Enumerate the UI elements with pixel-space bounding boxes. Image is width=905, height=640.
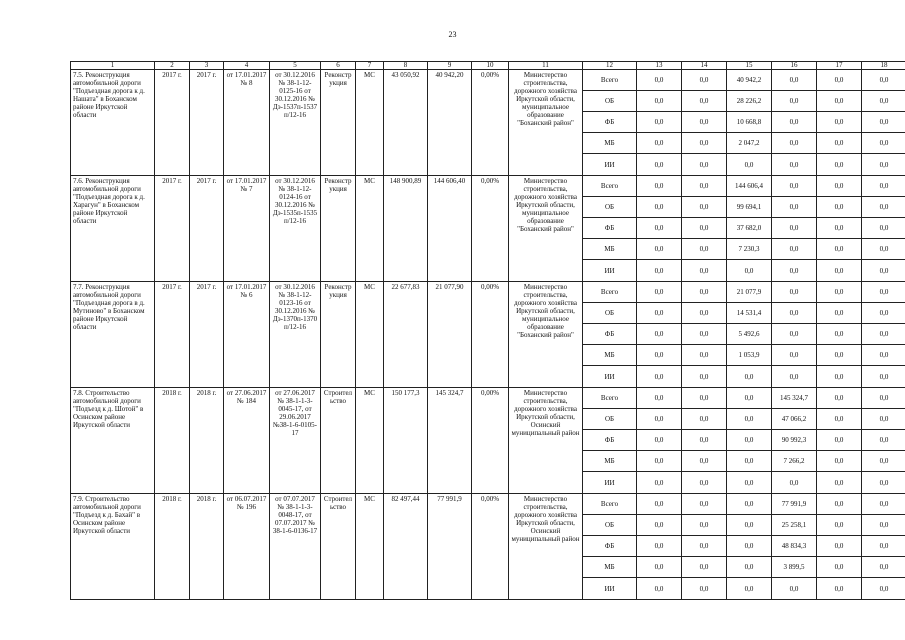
funding-value: 0,0 <box>727 578 772 600</box>
column-number: 6 <box>321 62 356 70</box>
funding-source: Всего <box>583 176 637 197</box>
funding-value: 0,0 <box>772 112 817 133</box>
funding-value: 0,0 <box>817 472 862 494</box>
funding-value: 0,0 <box>682 430 727 451</box>
funding-value: 0,0 <box>682 176 727 197</box>
funding-source: ФБ <box>583 112 637 133</box>
page-number: 23 <box>448 30 457 39</box>
estimated-cost: 148 900,89 <box>384 176 428 282</box>
funding-value: 144 606,4 <box>727 176 772 197</box>
funding-value: 0,0 <box>862 578 905 600</box>
column-number: 4 <box>224 62 270 70</box>
funding-value: 0,0 <box>817 430 862 451</box>
executor: Министерство строительства, дорожного хозяйства Иркутской области, Осинский муниципальный район <box>509 388 583 494</box>
funding-value: 0,0 <box>637 324 682 345</box>
table-row <box>71 388 905 409</box>
executor: Министерство строительства, дорожного хозяйства Иркутской области, муниципальное образование "Боханский район" <box>509 70 583 176</box>
agreement-info: от 17.01.2017 № 6 <box>224 282 270 388</box>
column-number: 11 <box>509 62 583 70</box>
funding-value: 0,0 <box>727 451 772 472</box>
funding-value: 14 531,4 <box>727 303 772 324</box>
work-type: Реконструкция <box>321 70 356 176</box>
funding-source: ФБ <box>583 218 637 239</box>
funding-source: ОБ <box>583 303 637 324</box>
funding-value: 0,0 <box>637 451 682 472</box>
funding-value: 0,0 <box>682 388 727 409</box>
funding-value: 77 991,9 <box>772 494 817 515</box>
funding-value: 0,0 <box>817 578 862 600</box>
year-end: 2018 г. <box>190 388 224 494</box>
year-start: 2017 г. <box>155 70 190 176</box>
year-start: 2018 г. <box>155 388 190 494</box>
funding-value: 0,0 <box>862 197 905 218</box>
funding-value: 0,0 <box>637 303 682 324</box>
funding-source: ФБ <box>583 536 637 557</box>
funding-value: 0,0 <box>772 176 817 197</box>
readiness-percent: 0,00% <box>472 282 509 388</box>
funding-value: 0,0 <box>772 91 817 112</box>
column-number: 5 <box>270 62 321 70</box>
funding-value: 0,0 <box>862 70 905 91</box>
column-number: 18 <box>862 62 905 70</box>
column-number: 10 <box>472 62 509 70</box>
funding-value: 0,0 <box>772 70 817 91</box>
column-number-row <box>71 62 905 70</box>
table-row <box>71 176 905 197</box>
funding-value: 0,0 <box>682 472 727 494</box>
year-end: 2018 г. <box>190 494 224 600</box>
funding-value: 0,0 <box>727 557 772 578</box>
column-number: 9 <box>428 62 472 70</box>
funding-value: 0,0 <box>637 239 682 260</box>
funding-value: 0,0 <box>817 324 862 345</box>
funding-value: 99 694,1 <box>727 197 772 218</box>
column-number: 8 <box>384 62 428 70</box>
estimated-cost: 150 177,3 <box>384 388 428 494</box>
funding-value: 21 077,9 <box>727 282 772 303</box>
funding-value: 0,0 <box>682 557 727 578</box>
funding-value: 0,0 <box>637 366 682 388</box>
level-code: МС <box>356 70 384 176</box>
funding-value: 0,0 <box>682 324 727 345</box>
funding-value: 0,0 <box>817 345 862 366</box>
funding-value: 0,0 <box>637 536 682 557</box>
funding-value: 0,0 <box>637 70 682 91</box>
funding-value: 0,0 <box>727 366 772 388</box>
funding-value: 0,0 <box>817 70 862 91</box>
funding-value: 0,0 <box>682 70 727 91</box>
funding-value: 0,0 <box>772 472 817 494</box>
funding-value: 0,0 <box>817 176 862 197</box>
funding-value: 0,0 <box>817 91 862 112</box>
expertise-info: от 30.12.2016 № 38-1-12-0123-16 от 30.12.2016 № Дэ-1370п-1370п/12-16 <box>270 282 321 388</box>
funding-value: 0,0 <box>682 239 727 260</box>
funding-value: 0,0 <box>817 536 862 557</box>
level-code: МС <box>356 494 384 600</box>
funding-value: 0,0 <box>772 366 817 388</box>
funding-value: 0,0 <box>682 494 727 515</box>
funding-value: 0,0 <box>682 260 727 282</box>
column-number: 1 <box>71 62 155 70</box>
funding-value: 0,0 <box>682 154 727 176</box>
executor: Министерство строительства, дорожного хозяйства Иркутской области, муниципальное образование "Боханский район" <box>509 282 583 388</box>
funding-value: 0,0 <box>862 409 905 430</box>
funding-value: 0,0 <box>862 345 905 366</box>
funding-value: 0,0 <box>862 303 905 324</box>
funding-value: 0,0 <box>862 430 905 451</box>
funding-value: 0,0 <box>637 218 682 239</box>
funding-source: МБ <box>583 557 637 578</box>
funding-value: 0,0 <box>637 91 682 112</box>
column-number: 14 <box>682 62 727 70</box>
funding-value: 0,0 <box>637 197 682 218</box>
funding-value: 40 942,2 <box>727 70 772 91</box>
funding-value: 0,0 <box>817 218 862 239</box>
funding-value: 0,0 <box>817 409 862 430</box>
funding-value: 0,0 <box>817 388 862 409</box>
funding-value: 0,0 <box>682 112 727 133</box>
funding-value: 0,0 <box>862 218 905 239</box>
funding-value: 0,0 <box>862 494 905 515</box>
funding-value: 0,0 <box>772 239 817 260</box>
funding-value: 0,0 <box>817 366 862 388</box>
funding-source: ФБ <box>583 324 637 345</box>
funding-value: 0,0 <box>817 112 862 133</box>
funding-value: 3 899,5 <box>772 557 817 578</box>
agreement-info: от 17.01.2017 № 8 <box>224 70 270 176</box>
funding-value: 0,0 <box>862 472 905 494</box>
funding-source: ОБ <box>583 409 637 430</box>
funding-value: 0,0 <box>727 154 772 176</box>
funding-value: 0,0 <box>637 409 682 430</box>
funding-source: ИИ <box>583 366 637 388</box>
funding-value: 0,0 <box>862 366 905 388</box>
funding-value: 0,0 <box>817 133 862 154</box>
expertise-info: от 27.06.2017 № 38-1-1-3-0045-17, от 29.06.2017 №38-1-6-0105-17 <box>270 388 321 494</box>
table-row <box>71 70 905 91</box>
funding-value: 0,0 <box>727 409 772 430</box>
funding-value: 7 230,3 <box>727 239 772 260</box>
project-name: 7.5. Реконструкция автомобильной дороги "Подъездная дорога к д. Нашата" в Боханском районе Иркутской области <box>71 70 155 176</box>
funding-source: ОБ <box>583 197 637 218</box>
funding-value: 0,0 <box>727 494 772 515</box>
funding-value: 0,0 <box>862 324 905 345</box>
column-number: 16 <box>772 62 817 70</box>
agreement-info: от 06.07.2017 № 196 <box>224 494 270 600</box>
readiness-percent: 0,00% <box>472 388 509 494</box>
funding-value: 0,0 <box>772 260 817 282</box>
funding-value: 0,0 <box>637 430 682 451</box>
funding-value: 0,0 <box>682 366 727 388</box>
funding-value: 7 266,2 <box>772 451 817 472</box>
funding-source: ОБ <box>583 91 637 112</box>
funding-source: Всего <box>583 70 637 91</box>
funding-value: 0,0 <box>817 303 862 324</box>
current-cost: 40 942,20 <box>428 70 472 176</box>
current-cost: 144 606,40 <box>428 176 472 282</box>
funding-value: 0,0 <box>682 515 727 536</box>
work-type: Реконструкция <box>321 282 356 388</box>
funding-value: 0,0 <box>772 324 817 345</box>
funding-value: 0,0 <box>682 578 727 600</box>
current-cost: 77 991,9 <box>428 494 472 600</box>
column-number: 13 <box>637 62 682 70</box>
funding-value: 0,0 <box>772 133 817 154</box>
funding-value: 0,0 <box>817 260 862 282</box>
funding-source: МБ <box>583 239 637 260</box>
year-start: 2017 г. <box>155 282 190 388</box>
table-row <box>71 494 905 515</box>
work-type: Реконструкция <box>321 176 356 282</box>
year-start: 2018 г. <box>155 494 190 600</box>
funding-value: 0,0 <box>637 494 682 515</box>
funding-value: 0,0 <box>682 345 727 366</box>
funding-value: 37 682,0 <box>727 218 772 239</box>
funding-source: МБ <box>583 345 637 366</box>
funding-value: 0,0 <box>862 176 905 197</box>
funding-value: 0,0 <box>862 133 905 154</box>
funding-value: 0,0 <box>772 282 817 303</box>
funding-value: 0,0 <box>637 515 682 536</box>
agreement-info: от 27.06.2017 № 184 <box>224 388 270 494</box>
funding-value: 0,0 <box>817 494 862 515</box>
funding-source: МБ <box>583 451 637 472</box>
funding-value: 48 834,3 <box>772 536 817 557</box>
work-type: Строительство <box>321 494 356 600</box>
funding-value: 0,0 <box>637 154 682 176</box>
column-number: 7 <box>356 62 384 70</box>
project-name: 7.8. Строительство автомобильной дороги "Подъезд к д. Шотой" в Осинском районе Иркутской области <box>71 388 155 494</box>
funding-value: 1 053,9 <box>727 345 772 366</box>
funding-source: ФБ <box>583 430 637 451</box>
funding-value: 0,0 <box>637 578 682 600</box>
current-cost: 145 324,7 <box>428 388 472 494</box>
funding-value: 0,0 <box>682 303 727 324</box>
funding-value: 0,0 <box>817 282 862 303</box>
funding-value: 0,0 <box>727 430 772 451</box>
funding-value: 25 258,1 <box>772 515 817 536</box>
funding-value: 0,0 <box>862 536 905 557</box>
current-cost: 21 077,90 <box>428 282 472 388</box>
expertise-info: от 07.07.2017 № 38-1-1-3-0048-17, от 07.07.2017 № 38-1-6-0136-17 <box>270 494 321 600</box>
year-end: 2017 г. <box>190 176 224 282</box>
funding-value: 0,0 <box>817 451 862 472</box>
funding-value: 0,0 <box>862 91 905 112</box>
funding-source: Всего <box>583 494 637 515</box>
estimated-cost: 82 497,44 <box>384 494 428 600</box>
funding-value: 0,0 <box>817 557 862 578</box>
expertise-info: от 30.12.2016 № 38-1-12-0124-16 от 30.12.2016 № Дэ-1535п-1535п/12-16 <box>270 176 321 282</box>
funding-value: 0,0 <box>862 239 905 260</box>
table-row <box>71 282 905 303</box>
funding-source: МБ <box>583 133 637 154</box>
estimated-cost: 22 677,83 <box>384 282 428 388</box>
funding-value: 0,0 <box>727 388 772 409</box>
agreement-info: от 17.01.2017 № 7 <box>224 176 270 282</box>
funding-value: 0,0 <box>727 260 772 282</box>
project-name: 7.7. Реконструкция автомобильной дороги "Подъездная дорога в д. Мутиново" в Боханском районе Иркутской области <box>71 282 155 388</box>
funding-value: 0,0 <box>817 239 862 260</box>
executor: Министерство строительства, дорожного хозяйства Иркутской области, Осинский муниципальный район <box>509 494 583 600</box>
funding-source: ИИ <box>583 154 637 176</box>
funding-value: 0,0 <box>682 409 727 430</box>
funding-value: 0,0 <box>637 176 682 197</box>
funding-value: 0,0 <box>637 133 682 154</box>
readiness-percent: 0,00% <box>472 176 509 282</box>
funding-source: ИИ <box>583 472 637 494</box>
funding-value: 10 668,8 <box>727 112 772 133</box>
funding-value: 0,0 <box>727 472 772 494</box>
column-number: 12 <box>583 62 637 70</box>
year-end: 2017 г. <box>190 70 224 176</box>
funding-value: 47 066,2 <box>772 409 817 430</box>
work-type: Строительство <box>321 388 356 494</box>
funding-value: 0,0 <box>682 218 727 239</box>
funding-value: 0,0 <box>682 133 727 154</box>
funding-value: 2 047,2 <box>727 133 772 154</box>
level-code: МС <box>356 282 384 388</box>
funding-value: 0,0 <box>637 557 682 578</box>
column-number: 15 <box>727 62 772 70</box>
year-end: 2017 г. <box>190 282 224 388</box>
funding-value: 0,0 <box>772 197 817 218</box>
funding-source: ИИ <box>583 260 637 282</box>
year-start: 2017 г. <box>155 176 190 282</box>
funding-source: Всего <box>583 388 637 409</box>
funding-value: 0,0 <box>862 557 905 578</box>
funding-value: 0,0 <box>727 536 772 557</box>
estimated-cost: 43 050,92 <box>384 70 428 176</box>
funding-value: 0,0 <box>862 112 905 133</box>
funding-value: 0,0 <box>637 345 682 366</box>
funding-value: 0,0 <box>862 388 905 409</box>
funding-value: 0,0 <box>862 260 905 282</box>
funding-value: 0,0 <box>817 515 862 536</box>
column-number: 17 <box>817 62 862 70</box>
funding-value: 145 324,7 <box>772 388 817 409</box>
readiness-percent: 0,00% <box>472 494 509 600</box>
column-number: 2 <box>155 62 190 70</box>
column-number: 3 <box>190 62 224 70</box>
funding-source: ИИ <box>583 578 637 600</box>
funding-value: 0,0 <box>637 282 682 303</box>
project-name: 7.6. Реконструкция автомобильной дороги "Подъездная дорога к д. Харагун" в Боханском районе Иркутской области <box>71 176 155 282</box>
program-table <box>70 61 905 600</box>
funding-value: 0,0 <box>682 282 727 303</box>
funding-value: 0,0 <box>772 154 817 176</box>
funding-value: 0,0 <box>727 515 772 536</box>
funding-value: 0,0 <box>862 451 905 472</box>
funding-value: 0,0 <box>682 91 727 112</box>
funding-value: 0,0 <box>772 303 817 324</box>
funding-value: 0,0 <box>682 451 727 472</box>
funding-source: ОБ <box>583 515 637 536</box>
funding-value: 90 992,3 <box>772 430 817 451</box>
funding-value: 0,0 <box>862 282 905 303</box>
executor: Министерство строительства, дорожного хозяйства Иркутской области, муниципальное образование "Боханский район" <box>509 176 583 282</box>
funding-value: 0,0 <box>682 197 727 218</box>
funding-value: 0,0 <box>637 472 682 494</box>
funding-value: 28 226,2 <box>727 91 772 112</box>
expertise-info: от 30.12.2016 № 38-1-12-0125-16 от 30.12.2016 № Дэ-1537п-1537п/12-16 <box>270 70 321 176</box>
funding-value: 0,0 <box>862 515 905 536</box>
funding-value: 0,0 <box>637 260 682 282</box>
level-code: МС <box>356 388 384 494</box>
funding-value: 0,0 <box>817 154 862 176</box>
funding-value: 0,0 <box>772 218 817 239</box>
funding-value: 0,0 <box>772 578 817 600</box>
project-name: 7.9. Строительство автомобильной дороги "Подъезд к д. Бахай" в Осинском районе Иркутской области <box>71 494 155 600</box>
funding-value: 5 492,6 <box>727 324 772 345</box>
level-code: МС <box>356 176 384 282</box>
readiness-percent: 0,00% <box>472 70 509 176</box>
funding-value: 0,0 <box>637 112 682 133</box>
funding-value: 0,0 <box>682 536 727 557</box>
funding-value: 0,0 <box>817 197 862 218</box>
funding-value: 0,0 <box>772 345 817 366</box>
funding-value: 0,0 <box>637 388 682 409</box>
funding-source: Всего <box>583 282 637 303</box>
funding-value: 0,0 <box>862 154 905 176</box>
